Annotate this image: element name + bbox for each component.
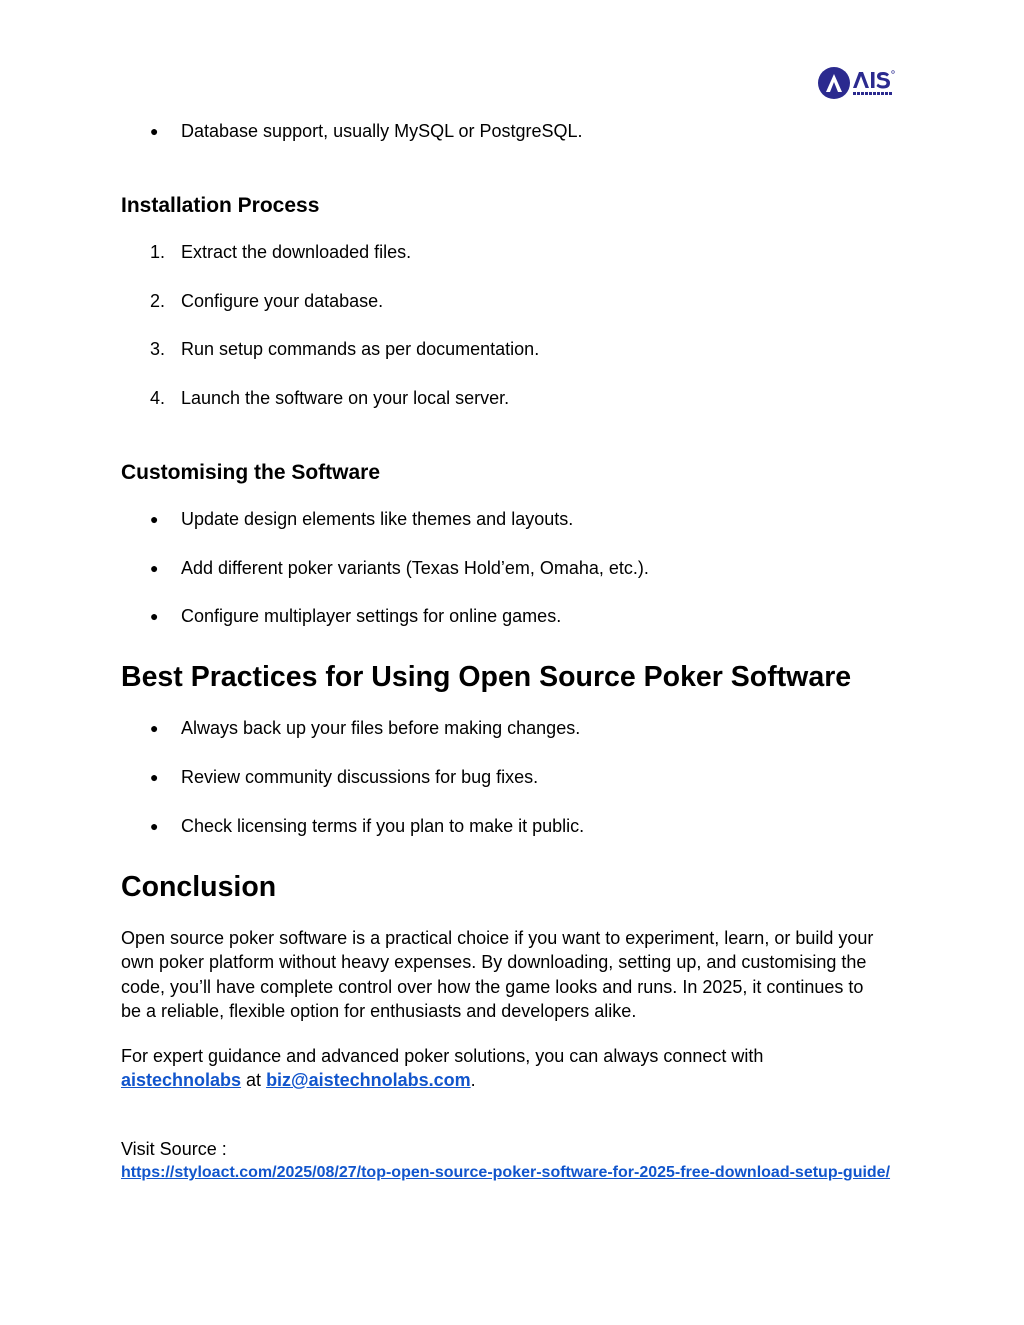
list-item: Extract the downloaded files. xyxy=(181,242,412,262)
bullet-icon: ● xyxy=(150,123,159,139)
source-label: Visit Source : xyxy=(121,1139,227,1159)
step-number: 2. xyxy=(150,291,166,311)
list-item: Launch the software on your local server. xyxy=(181,388,510,408)
list-item: Configure your database. xyxy=(181,291,384,311)
step-number: 3. xyxy=(150,339,166,359)
at-text: at xyxy=(241,1070,267,1090)
section-heading: Customising the Software xyxy=(121,461,381,484)
list-item: Review community discussions for bug fixes. xyxy=(181,767,539,787)
section-heading: Installation Process xyxy=(121,194,320,217)
contact-line: For expert guidance and advanced poker solutions, you can always connect with xyxy=(121,1046,764,1066)
list-item: Update design elements like themes and layouts. xyxy=(181,509,574,529)
bullet-icon: ● xyxy=(150,818,159,834)
paragraph-line: own poker platform without heavy expenses. By downloading, setting up, and customising the xyxy=(121,952,867,972)
logo-graphic xyxy=(817,66,901,102)
bullet-icon: ● xyxy=(150,720,159,736)
email-link[interactable]: biz@aistechnolabs.com xyxy=(266,1070,471,1090)
section-heading: Conclusion xyxy=(121,871,277,903)
list-item: Database support, usually MySQL or PostgreSQL. xyxy=(181,121,583,141)
company-link[interactable]: aistechnolabs xyxy=(121,1070,242,1090)
contact-links xyxy=(121,1069,476,1091)
step-number: 1. xyxy=(150,242,166,262)
list-item: Add different poker variants (Texas Hold’em, Omaha, etc.). xyxy=(181,558,649,578)
list-item: Check licensing terms if you plan to make it public. xyxy=(181,816,585,836)
period: . xyxy=(470,1070,476,1090)
bullet-icon: ● xyxy=(150,769,159,785)
bullet-icon: ● xyxy=(150,608,159,624)
paragraph-line: code, you’ll have complete control over how the game looks and runs. In 2025, it continues to xyxy=(121,977,864,997)
list-item: Always back up your files before making changes. xyxy=(181,718,581,738)
list-item: Configure multiplayer settings for online games. xyxy=(181,606,562,626)
ais-technolabs-logo xyxy=(817,66,901,102)
bullet-icon: ● xyxy=(150,511,159,527)
section-heading: Best Practices for Using Open Source Poker Software xyxy=(121,661,852,693)
list-item: Run setup commands as per documentation. xyxy=(181,339,540,359)
paragraph-line: be a reliable, flexible option for enthusiasts and developers alike. xyxy=(121,1001,637,1021)
step-number: 4. xyxy=(150,388,166,408)
source-url-link[interactable]: https://styloact.com/2025/08/27/top-open-source-poker-software-for-2025-free-download-setup-guide/ xyxy=(121,1164,891,1181)
bullet-icon: ● xyxy=(150,560,159,576)
paragraph-line: Open source poker software is a practical choice if you want to experiment, learn, or build your xyxy=(121,928,874,948)
